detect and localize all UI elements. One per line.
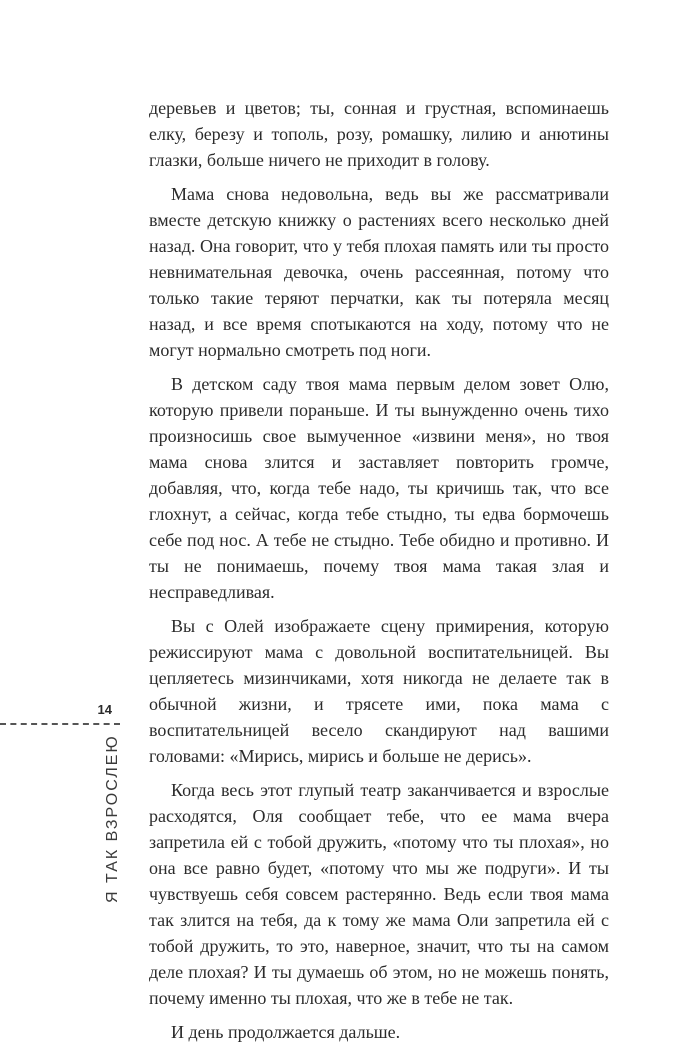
running-title: Я ТАК ВЗРОСЛЕЮ: [104, 734, 121, 903]
paragraph-5: Когда весь этот глупый театр заканчивается и взрослые расходятся, Оля сообщает тебе, что ее мама вчера запретила ей с тобой дружить, «потому что ты плохая», но она все равно будет, «потому что мы же подруги». И ты чувствуешь себя совсем растерянно. Ведь если твоя мама так злится на тебя, да к тому же мама Оли запретила ей с тобой дружить, то это, наверное, значит, что ты на самом деле плохая? И ты думаешь об этом, но не можешь понять, почему именно ты плохая, что же в тебе не так.: [149, 780, 609, 1008]
paragraph-4: Вы с Олей изображаете сцену примирения, которую режиссируют мама с довольной воспитательницей. Вы цепляетесь мизинчиками, хотя никогда не делаете так в обычной жизни, и трясете ими, пока мама с воспитательницей весело скандируют над вашими головами: «Мирись, мирись и больше не дерись».: [149, 616, 609, 766]
dashed-divider: [0, 723, 120, 725]
paragraph-6: И день продолжается дальше.: [171, 1022, 401, 1042]
page-number: 14: [97, 702, 112, 717]
body-text: [149, 95, 609, 1045]
paragraph-1: деревьев и цветов; ты, сонная и грустная, вспоминаешь елку, березу и тополь, розу, ромашку, лилию и анютины глазки, больше ничего не приходит в голову.: [149, 98, 609, 170]
paragraph-3: В детском саду твоя мама первым делом зовет Олю, которую привели пораньше. И ты вынужденно очень тихо произносишь свое вымученное «извини меня», но твоя мама снова злится и заставляет повторить громче, добавляя, что, когда тебе надо, ты кричишь так, что все глохнут, а сейчас, когда тебе стыдно, ты едва бормочешь себе под нос. А тебе не стыдно. Тебе обидно и противно. И ты не понимаешь, почему твоя мама такая злая и несправедливая.: [149, 374, 609, 602]
paragraph-2: Мама снова недовольна, ведь вы же рассматривали вместе детскую книжку о растениях всего несколько дней назад. Она говорит, что у тебя плохая память или ты просто невнимательная девочка, очень рассеянная, потому что только такие теряют перчатки, как ты потеряла месяц назад, и все время спотыкаются на ходу, потому что не могут нормально смотреть под ноги.: [149, 184, 609, 360]
